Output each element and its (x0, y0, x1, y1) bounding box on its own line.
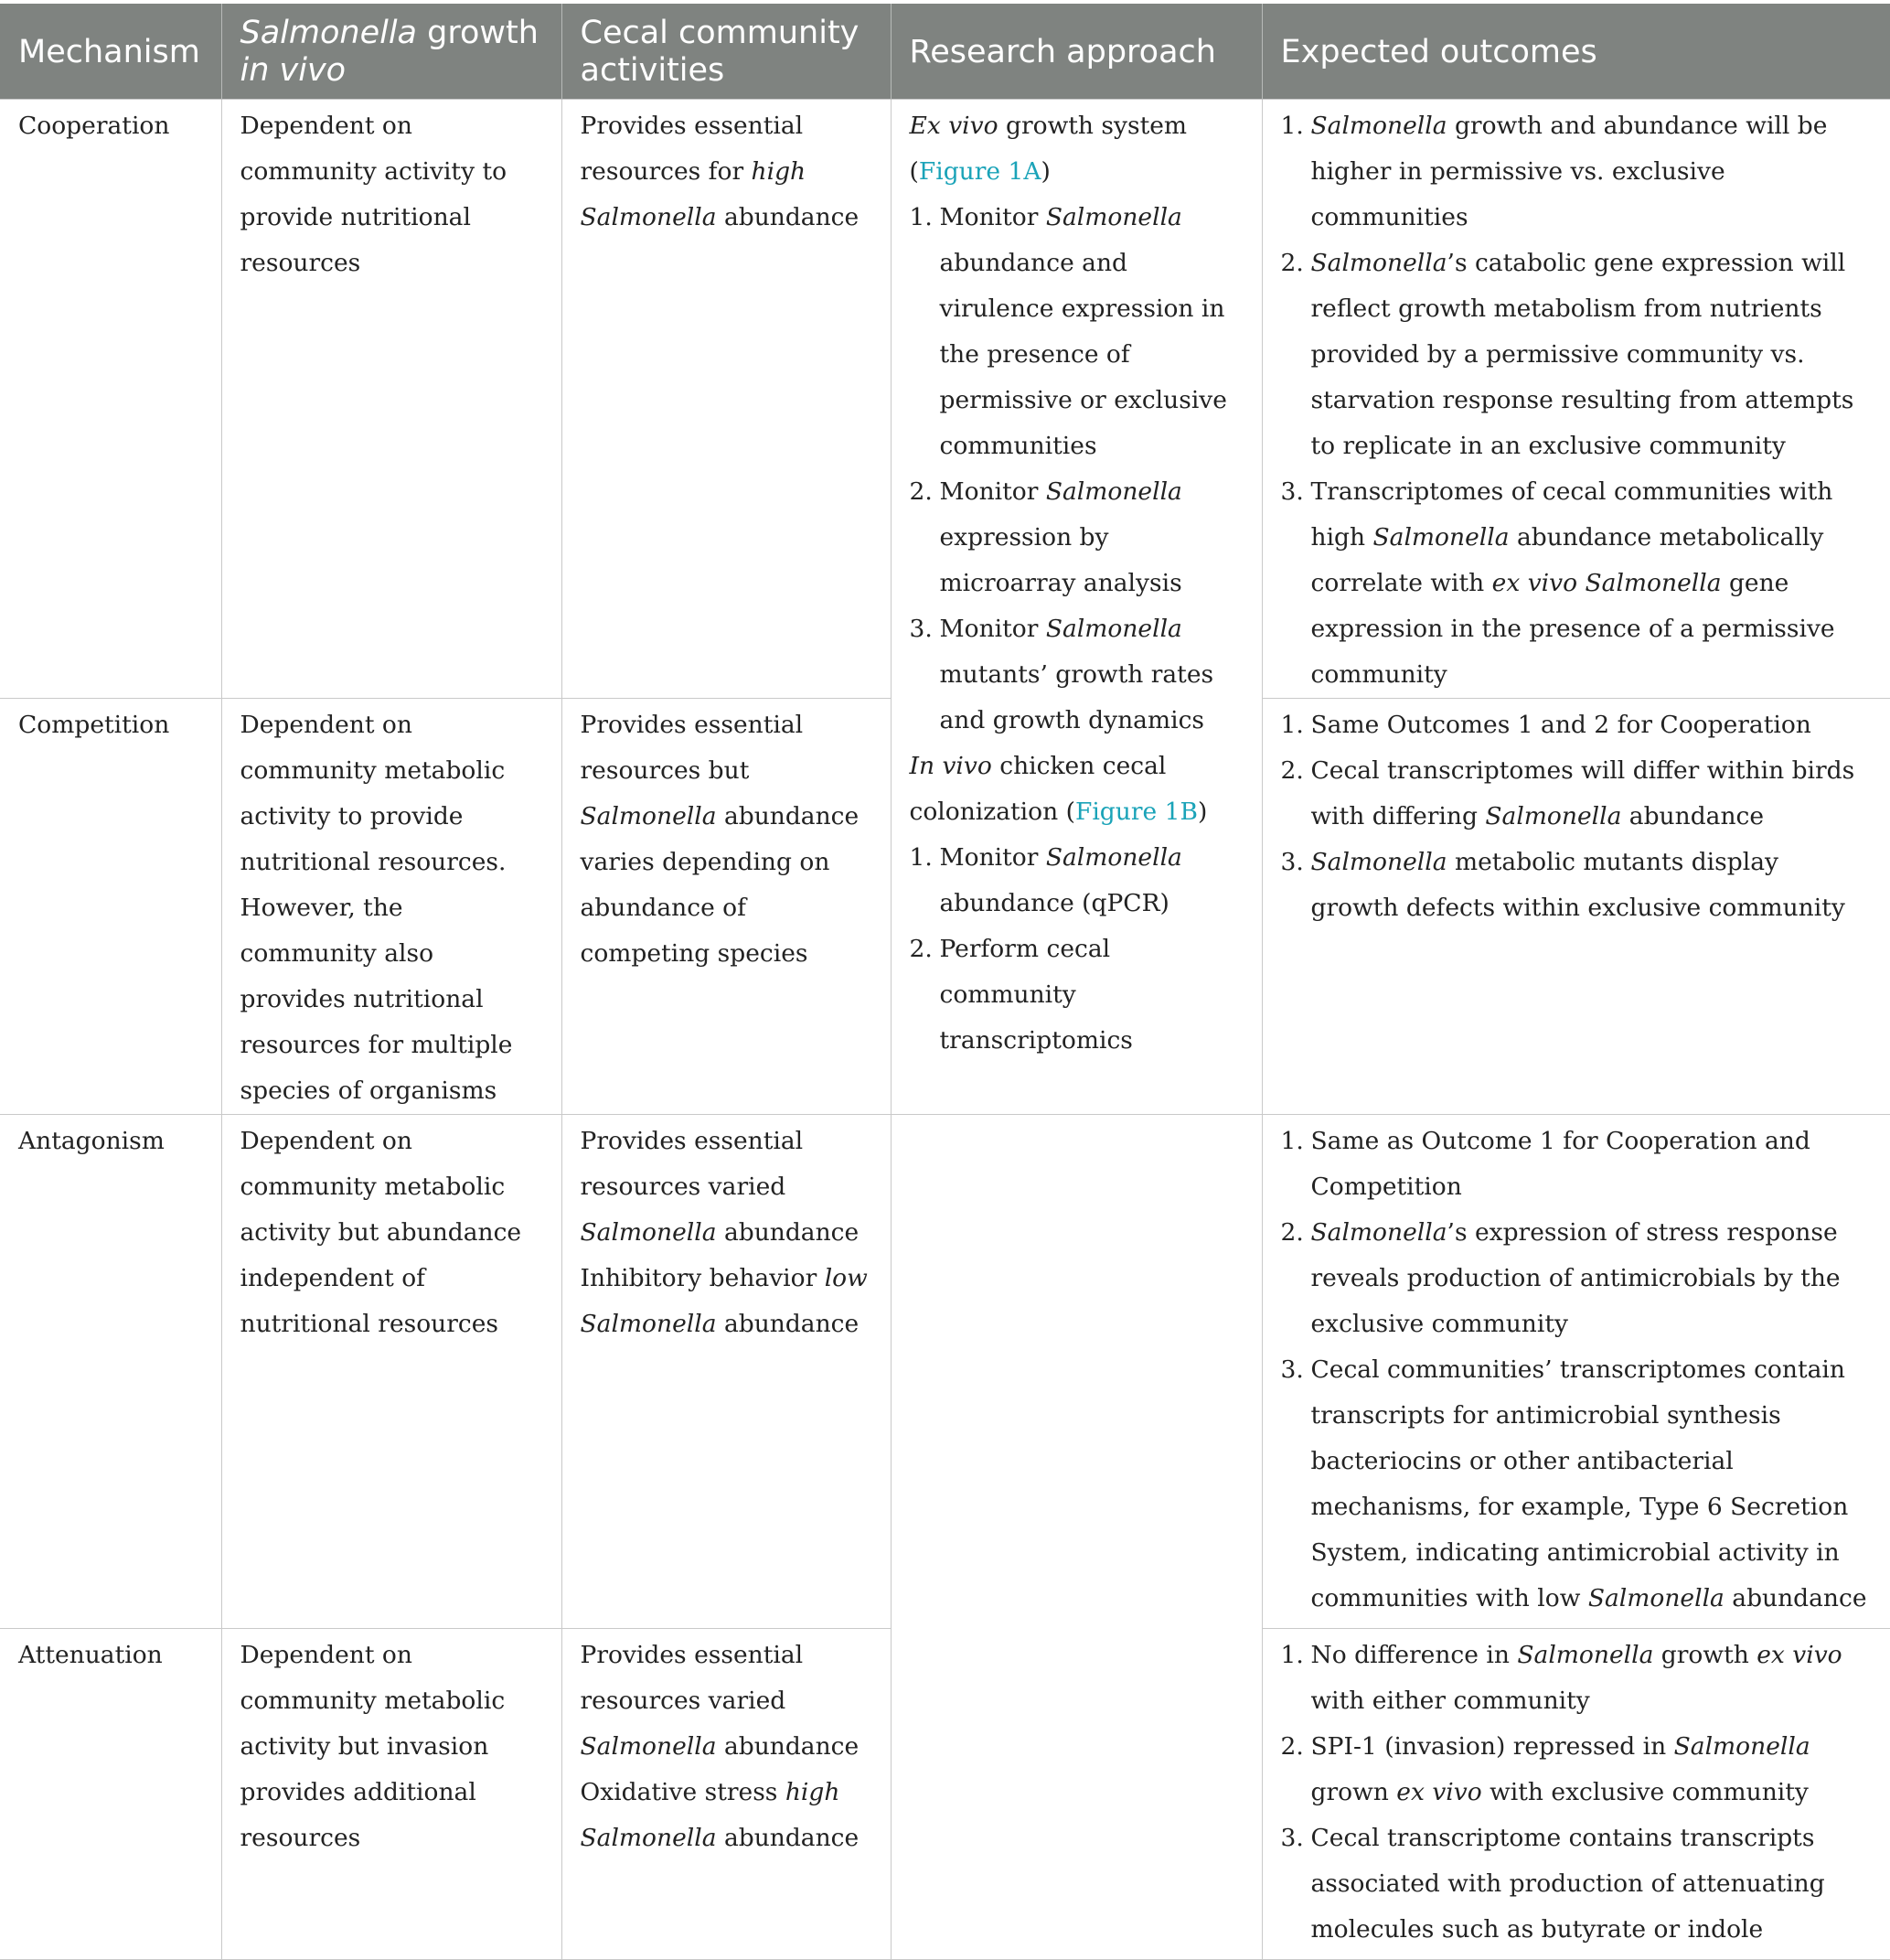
growth-text: Dependent on community metabolic activity but abundance independent of nutritional resources (240, 1127, 522, 1338)
mechanism-label: Cooperation (18, 112, 170, 140)
list-item (1281, 1633, 1873, 1724)
growth-text: However, the community also provides nutritional resources for multiple species of organisms (240, 894, 513, 1105)
step-text: Monitor (939, 843, 1046, 872)
list-number: 2. (909, 935, 933, 963)
list-number: 2. (1280, 249, 1304, 277)
list-number: 3. (1280, 477, 1304, 506)
cell-growth (221, 699, 561, 1115)
cell-cecal (561, 699, 891, 1115)
list-item (1281, 702, 1873, 748)
list-number: 2. (1280, 756, 1304, 785)
list-number: 2. (1280, 1218, 1304, 1247)
step-text: mutants’ growth rates and growth dynamics (939, 660, 1214, 734)
list-number: 1. (1280, 1641, 1304, 1669)
figure-1a-link[interactable]: Figure 1A (918, 157, 1041, 186)
research-exvivo-text: growth system ( (909, 112, 1188, 186)
header-research (891, 4, 1262, 100)
header-growth (221, 4, 561, 100)
step-text: Perform cecal community transcriptomics (939, 935, 1133, 1055)
outcome-text: Cecal transcriptome contains transcripts associated with production of attenuating molecules such as butyrate or indole (1310, 1824, 1825, 1944)
cecal-species: Salmonella (580, 1732, 717, 1761)
header-outcomes (1262, 4, 1890, 100)
cecal-species: Salmonella (580, 203, 717, 231)
research-invivo-italic: In vivo (909, 752, 992, 780)
outcome-species: Salmonella (1310, 112, 1447, 140)
growth-text: Dependent on community metabolic activity to provide nutritional resources. (240, 711, 507, 876)
outcome-italic: ex vivo (1396, 1778, 1482, 1806)
header-growth-species: Salmonella (240, 15, 418, 51)
cell-mechanism (0, 100, 221, 699)
cecal-text: abundance (716, 203, 860, 231)
step-text: Monitor (939, 203, 1046, 231)
cecal-text: Oxidative stress (580, 1778, 785, 1806)
cell-cecal (561, 1115, 891, 1629)
figure-1b-link[interactable]: Figure 1B (1074, 798, 1198, 826)
outcome-text: growth and abundance will be higher in permissive vs. exclusive communities (1310, 112, 1828, 231)
research-invivo-text: chicken cecal colonization ( (909, 752, 1167, 826)
research-invivo-paren: ) (1197, 798, 1208, 826)
list-item (1281, 1347, 1873, 1622)
research-exvivo-heading (910, 103, 1244, 195)
cecal-text: Provides essential resources varied (580, 1127, 804, 1201)
cell-research-empty (891, 1115, 1262, 1960)
list-item (910, 195, 1244, 469)
outcome-text: SPI-1 (invasion) repressed in (1310, 1732, 1674, 1761)
outcomes-list (1281, 1119, 1873, 1622)
outcome-text: Cecal communities’ transcriptomes contain transcripts for antimicrobial synthesis bacteriocins or other antibacterial mechanisms, for example, Type 6 Secretion System, indicating antimicrobial activity in communities with low (1310, 1355, 1849, 1612)
outcome-text: abundance metabolically correlate with (1310, 523, 1824, 597)
outcome-text: ’s expression of stress response reveals production of antimicrobials by the exclusive community (1310, 1218, 1841, 1338)
outcomes-list (1281, 1633, 1873, 1953)
header-growth-text: growth (417, 15, 539, 51)
outcome-text: with either community (1310, 1687, 1590, 1715)
header-growth-invivo: in vivo (240, 52, 347, 89)
list-number: 3. (1280, 1824, 1304, 1852)
header-mechanism-text: Mechanism (18, 33, 200, 70)
step-species: Salmonella (1045, 615, 1182, 643)
outcome-species: Salmonella (1310, 1218, 1447, 1247)
research-exvivo-italic: Ex vivo (909, 112, 998, 140)
research-exvivo-list (910, 195, 1244, 744)
outcome-text: growth (1653, 1641, 1757, 1669)
list-number: 1. (1280, 112, 1304, 140)
cecal-species: Salmonella (580, 1310, 717, 1338)
list-item (1281, 1119, 1873, 1210)
list-item (1281, 748, 1873, 840)
cecal-text: abundance (716, 1310, 860, 1338)
list-item (910, 469, 1244, 606)
growth-text: Dependent on community metabolic activity but invasion provides additional resources (240, 1641, 506, 1852)
outcomes-list (1281, 702, 1873, 931)
outcome-species: Salmonella (1673, 1732, 1810, 1761)
outcome-text: Transcriptomes of cecal communities with high (1310, 477, 1833, 552)
list-number: 1. (909, 203, 933, 231)
cell-growth (221, 1629, 561, 1960)
cecal-species: Salmonella (580, 802, 717, 830)
table-row (0, 1115, 1890, 1629)
header-mechanism (0, 4, 221, 100)
list-item (1281, 1815, 1873, 1953)
header-cecal (561, 4, 891, 100)
step-species: Salmonella (1045, 203, 1182, 231)
research-invivo-heading (910, 744, 1244, 835)
cell-mechanism (0, 1115, 221, 1629)
list-number: 1. (1280, 711, 1304, 739)
cell-outcomes (1262, 1629, 1890, 1960)
list-item (1281, 1210, 1873, 1347)
step-species: Salmonella (1045, 843, 1182, 872)
list-item (1281, 103, 1873, 241)
cecal-text: Provides essential resources for (580, 112, 804, 186)
outcome-italic: ex vivo Salmonella (1491, 569, 1722, 597)
outcome-italic: ex vivo (1757, 1641, 1842, 1669)
cecal-text: abundance (716, 1732, 860, 1761)
cecal-text: abundance (716, 1824, 860, 1852)
outcome-text: ’s catabolic gene expression will reflect growth metabolism from nutrients provided by a permissive community vs. starvation response resulting from attempts to replicate in an exclusive community (1310, 249, 1854, 460)
cecal-text: Provides essential resources but (580, 711, 804, 785)
header-research-text: Research approach (909, 33, 1216, 70)
outcome-text: Cecal transcriptomes will differ within birds with differing (1310, 756, 1855, 830)
cecal-text-italic: low (824, 1264, 868, 1292)
header-outcomes-text: Expected outcomes (1280, 33, 1597, 70)
research-invivo-list (910, 835, 1244, 1064)
step-species: Salmonella (1045, 477, 1182, 506)
outcome-text: metabolic mutants display growth defects within exclusive community (1310, 848, 1845, 922)
list-number: 1. (1280, 1127, 1304, 1155)
list-number: 1. (909, 843, 933, 872)
outcomes-list (1281, 103, 1873, 698)
mechanism-label: Competition (18, 711, 170, 739)
outcome-species: Salmonella (1372, 523, 1510, 552)
cecal-species: Salmonella (580, 1824, 717, 1852)
list-item (1281, 241, 1873, 469)
cecal-text: Provides essential resources varied (580, 1641, 804, 1715)
list-item (1281, 1724, 1873, 1815)
outcome-species: Salmonella (1517, 1641, 1654, 1669)
outcome-species: Salmonella (1485, 802, 1622, 830)
header-row (0, 4, 1890, 100)
list-item (1281, 469, 1873, 698)
cell-outcomes (1262, 100, 1890, 699)
outcome-text: grown (1310, 1778, 1397, 1806)
outcome-species: Salmonella (1310, 848, 1447, 876)
cecal-text-italic: high (785, 1778, 840, 1806)
cell-cecal (561, 1629, 891, 1960)
cell-growth (221, 1115, 561, 1629)
mechanism-label: Antagonism (18, 1127, 165, 1155)
outcome-text: with exclusive community (1481, 1778, 1809, 1806)
cecal-species: Salmonella (580, 1218, 717, 1247)
list-item (910, 606, 1244, 744)
growth-text: Dependent on community activity to provide nutritional resources (240, 112, 507, 277)
cell-growth (221, 100, 561, 699)
step-text: expression by microarray analysis (939, 523, 1182, 597)
list-number: 3. (909, 615, 933, 643)
cell-outcomes (1262, 699, 1890, 1115)
list-number: 2. (1280, 1732, 1304, 1761)
cell-cecal (561, 100, 891, 699)
outcome-text: Same Outcomes 1 and 2 for Cooperation (1310, 711, 1811, 739)
list-number: 3. (1280, 1355, 1304, 1384)
table-row (0, 100, 1890, 699)
outcome-text: gene expression in the presence of a permissive community (1310, 569, 1835, 689)
cell-mechanism (0, 699, 221, 1115)
research-exvivo-paren: ) (1041, 157, 1051, 186)
outcome-text: abundance (1621, 802, 1765, 830)
list-number: 2. (909, 477, 933, 506)
mechanism-label: Attenuation (18, 1641, 163, 1669)
step-text: abundance (qPCR) (939, 889, 1169, 917)
list-item (910, 835, 1244, 926)
step-text: Monitor (939, 615, 1046, 643)
header-cecal-text: Cecal community activities (580, 15, 860, 89)
list-item (910, 926, 1244, 1064)
outcome-text: No difference in (1310, 1641, 1518, 1669)
cell-outcomes (1262, 1115, 1890, 1629)
outcome-text: abundance (1724, 1584, 1867, 1612)
step-text: abundance and virulence expression in the presence of permissive or exclusive communities (939, 249, 1227, 460)
outcome-species: Salmonella (1587, 1584, 1724, 1612)
cell-mechanism (0, 1629, 221, 1960)
step-text: Monitor (939, 477, 1046, 506)
cecal-text: Inhibitory behavior (580, 1264, 825, 1292)
cecal-text-italic: high (751, 157, 806, 186)
cell-research (891, 100, 1262, 1115)
list-item (1281, 840, 1873, 931)
list-number: 3. (1280, 848, 1304, 876)
outcome-species: Salmonella (1310, 249, 1447, 277)
outcome-text: Same as Outcome 1 for Cooperation and Competition (1310, 1127, 1810, 1201)
cecal-text: abundance (716, 1218, 860, 1247)
mechanisms-table (0, 4, 1890, 1960)
cecal-text: abundance varies depending on abundance of competing species (580, 802, 860, 968)
